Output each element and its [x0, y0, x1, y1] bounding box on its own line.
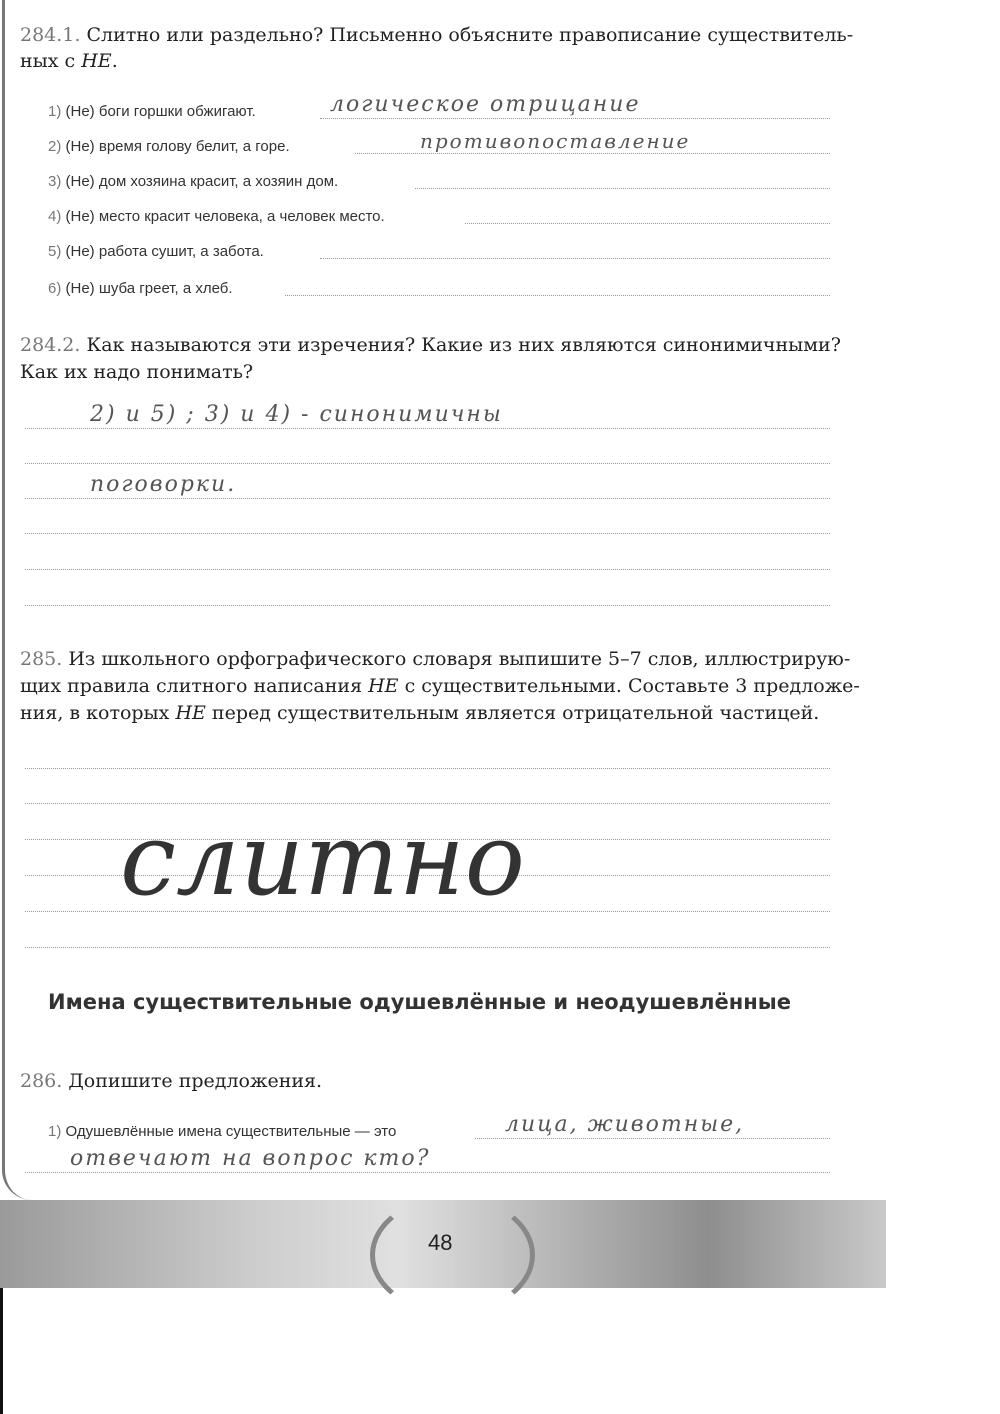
list-item [48, 280, 233, 298]
item-number: 3) [48, 173, 62, 190]
handwritten-answer: логическое отрицание [330, 92, 641, 117]
instruction: Слитно или раздельно? Письменно объясните правописание существитель- [86, 24, 854, 46]
scan-edge [0, 1288, 3, 1414]
page-number: 48 [428, 1230, 453, 1255]
text: ния, в которых [20, 702, 176, 724]
handwritten-answer: отвечают на вопрос кто? [70, 1146, 431, 1171]
exercise-number: 284.1. [20, 24, 81, 46]
handwritten-answer: противопоставление [420, 129, 691, 153]
exercise-284-1-title-cont [20, 48, 118, 75]
instruction [20, 673, 860, 700]
text: с существительными. Составьте 3 предложе- [398, 675, 860, 697]
answer-line [25, 947, 830, 948]
exercise-286-title [20, 1068, 322, 1095]
instruction: ных с [20, 50, 82, 72]
list-item [48, 138, 290, 156]
item-number: 2) [48, 138, 62, 155]
large-handwritten-word: слитно [120, 801, 525, 918]
answer-line [25, 569, 830, 570]
answer-line [25, 533, 830, 534]
item-text: (Не) время голову белит, а горе. [65, 138, 290, 155]
item-text: (Не) работа сушит, а забота. [65, 243, 264, 260]
answer-line [25, 428, 830, 429]
list-item [48, 243, 264, 261]
answer-line [25, 605, 830, 606]
item-number: 1) [48, 1123, 62, 1140]
answer-line [25, 463, 830, 464]
answer-line [25, 1172, 830, 1173]
answer-line [415, 188, 830, 189]
item-text: (Не) место красит человека, а человек место. [65, 208, 385, 225]
item-text: (Не) боги горшки обжигают. [65, 103, 256, 120]
text: щих правила слитного написания [20, 675, 369, 697]
list-item [48, 103, 256, 121]
handwritten-answer: лица, животные, [505, 1112, 745, 1137]
item-text: (Не) шуба греет, а хлеб. [65, 280, 233, 297]
answer-line [25, 498, 830, 499]
exercise-number: 284.2. [20, 334, 81, 356]
item-text: (Не) дом хозяина красит, а хозяин дом. [65, 173, 339, 190]
answer-line [25, 768, 830, 769]
list-item [48, 208, 385, 226]
item-text: Одушевлённые имена существительные — это [65, 1123, 397, 1140]
item-number: 5) [48, 243, 62, 260]
he-italic: НЕ [175, 702, 206, 724]
item-number: 4) [48, 208, 62, 225]
instruction: Как называются эти изречения? Какие из них являются синонимичными? [86, 334, 841, 356]
section-heading: Имена существительные одушевлённые и неодушевлённые [48, 990, 791, 1014]
exercise-285-title [20, 646, 850, 673]
text: перед существительным является отрицательной частицей. [205, 702, 820, 724]
item-number: 6) [48, 280, 62, 297]
answer-line [320, 118, 830, 119]
answer-line [475, 1138, 830, 1139]
answer-line [320, 258, 830, 259]
answer-line [285, 295, 830, 296]
handwritten-answer: 2) и 5) ; 3) и 4) - синонимичны [90, 402, 503, 427]
exercise-number: 286. [20, 1070, 63, 1092]
handwritten-answer: поговорки. [90, 472, 237, 497]
instruction: Из школьного орфографического словаря выпишите 5–7 слов, иллюстрирую- [68, 648, 851, 670]
item-number: 1) [48, 103, 62, 120]
exercise-284-2-title [20, 332, 841, 359]
period: . [111, 50, 118, 72]
he-italic: НЕ [368, 675, 399, 697]
page-number-ring [370, 1195, 535, 1315]
list-item [48, 173, 338, 191]
instruction: Допишите предложения. [68, 1070, 323, 1092]
exercise-284-1-title [20, 22, 853, 49]
instruction [20, 700, 819, 727]
exercise-number: 285. [20, 648, 63, 670]
answer-line [465, 223, 830, 224]
list-item [48, 1123, 396, 1141]
instruction: Как их надо понимать? [20, 361, 254, 383]
he-italic: НЕ [81, 50, 112, 72]
